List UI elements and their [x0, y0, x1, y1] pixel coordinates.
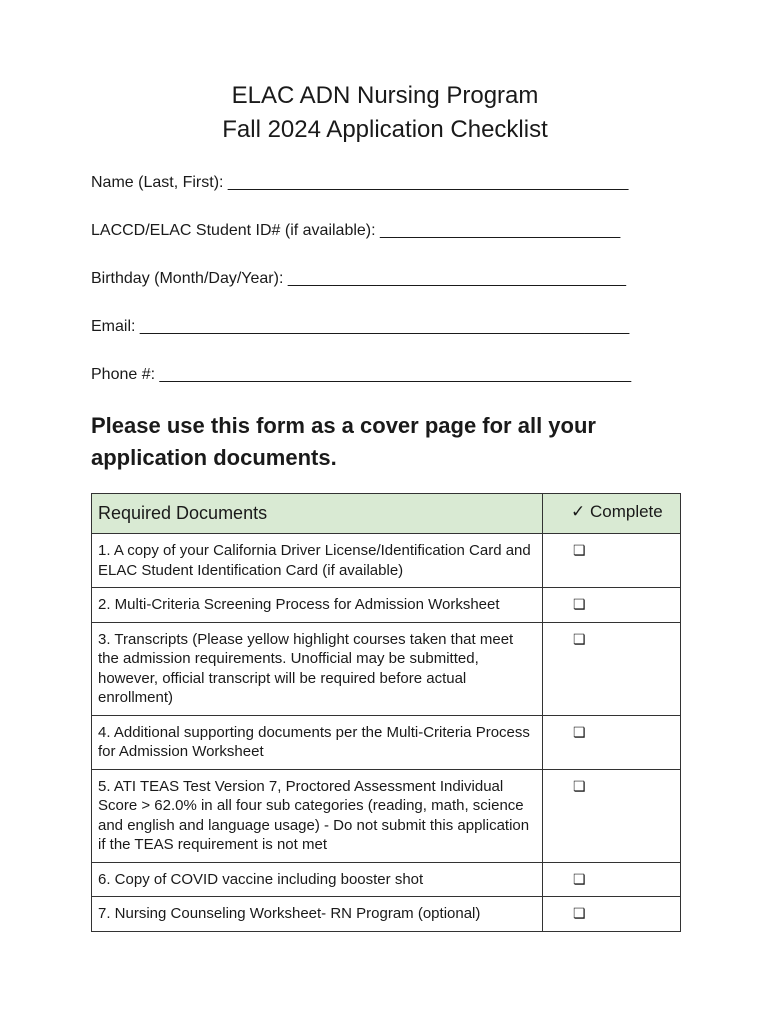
- table-row: [92, 897, 681, 932]
- checkbox-icon[interactable]: ❏: [573, 870, 586, 887]
- document-item: 2. Multi-Criteria Screening Process for Admission Worksheet: [92, 588, 543, 623]
- table-row: [92, 622, 681, 715]
- complete-header: ✓ Complete: [543, 494, 681, 534]
- document-item: 5. ATI TEAS Test Version 7, Proctored Assessment Individual Score > 62.0% in all four sub categories (reading, math, science and english and language usage) - Do not submit this application if the TEAS requirement is not met: [92, 769, 543, 862]
- name-field[interactable]: Name (Last, First): _____________________________________________: [91, 174, 629, 191]
- table-row: [92, 769, 681, 862]
- table-row: [92, 715, 681, 769]
- table-row: [92, 588, 681, 623]
- cover-page-instruction: Please use this form as a cover page for all your application documents.: [91, 413, 596, 470]
- table-row: [92, 862, 681, 897]
- required-documents-table: [91, 493, 681, 932]
- document-item: 6. Copy of COVID vaccine including booster shot: [92, 862, 543, 897]
- document-item: 4. Additional supporting documents per the Multi-Criteria Process for Admission Worksheet: [92, 715, 543, 769]
- table-row: [92, 534, 681, 588]
- table-header-row: [92, 494, 681, 534]
- checkbox-icon[interactable]: ❏: [573, 777, 586, 794]
- email-field[interactable]: Email: _______________________________________________________: [91, 318, 630, 335]
- document-item: 1. A copy of your California Driver License/Identification Card and ELAC Student Identification Card (if available): [92, 534, 543, 588]
- program-title: ELAC ADN Nursing Program: [231, 82, 539, 109]
- required-documents-header: Required Documents: [92, 494, 543, 534]
- checkbox-icon[interactable]: ❏: [573, 630, 586, 647]
- birthday-field[interactable]: Birthday (Month/Day/Year): ______________________________________: [91, 270, 626, 287]
- document-item: 7. Nursing Counseling Worksheet- RN Program (optional): [92, 897, 543, 932]
- phone-field[interactable]: Phone #: _____________________________________________________: [91, 366, 632, 383]
- checkbox-icon[interactable]: ❏: [573, 905, 586, 921]
- checkbox-icon[interactable]: ❏: [573, 723, 586, 740]
- student-id-field[interactable]: LACCD/ELAC Student ID# (if available): ___________________________: [91, 222, 621, 239]
- checklist-title: Fall 2024 Application Checklist: [222, 116, 548, 143]
- checkbox-icon[interactable]: ❏: [573, 596, 586, 612]
- document-item: 3. Transcripts (Please yellow highlight courses taken that meet the admission requirements. Unofficial may be submitted, however, official transcript will be required before actual enrollment): [92, 622, 543, 715]
- checkbox-icon[interactable]: ❏: [573, 542, 586, 558]
